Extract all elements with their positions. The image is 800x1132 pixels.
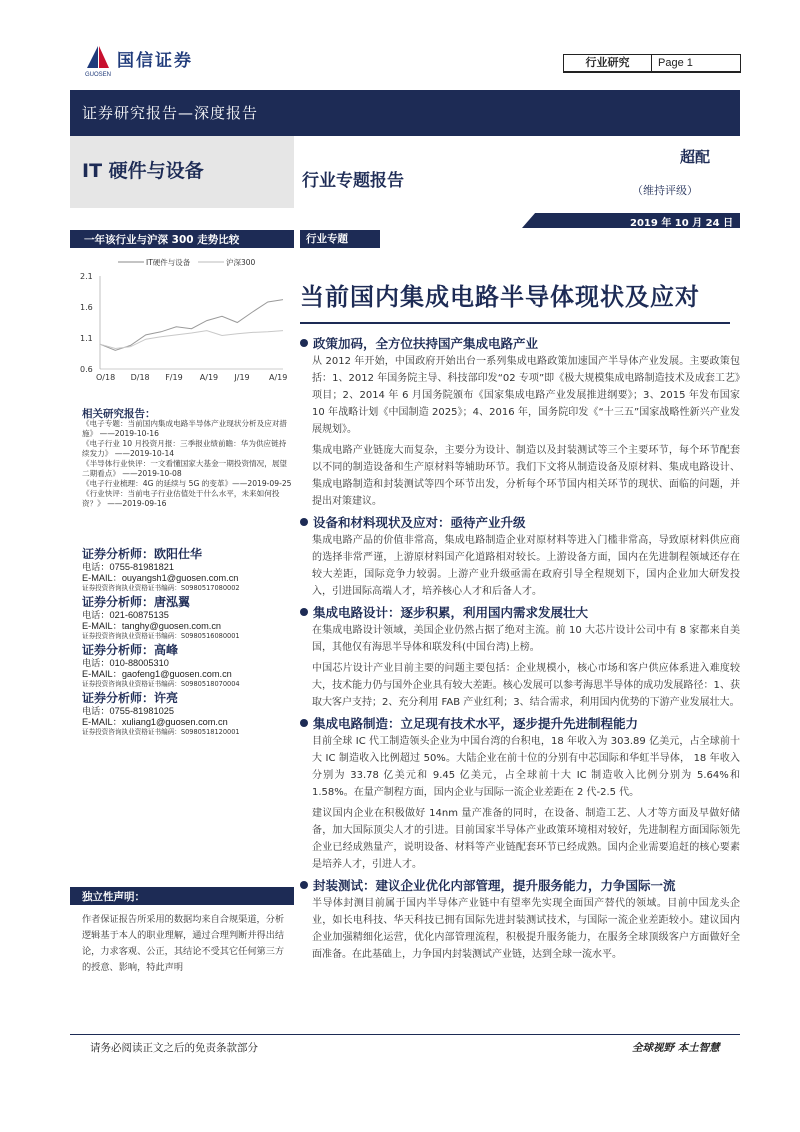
independence-title: 独立性声明： bbox=[82, 891, 145, 903]
bullet-icon bbox=[300, 339, 308, 347]
section-heading-text: 集成电路制造：立足现有技术水平，逐步提升先进制程能力 bbox=[313, 716, 639, 731]
section-heading bbox=[300, 715, 740, 733]
analyst-name: 证券分析师：许亮 bbox=[82, 691, 179, 705]
analyst-cert: 证券投资咨询执业资格证书编码：S0980518070004 bbox=[82, 680, 240, 688]
paragraph: 建议国内企业在积极做好 14nm 量产准备的同时，在设备、制造工艺、人才等方面及早做好储备，加大国际顶尖人才的引进。目前国家半导体产业政策环境相对较好，先进制程方面国际领先企业已经成熟量产，说明设备、材料等产业链配套环节已经成熟。国内企业需要追赶的核心要素是培养人才，引进人才。 bbox=[312, 808, 740, 870]
section-tag: 行业专题 bbox=[300, 230, 380, 248]
section-heading-text: 封装测试：建议企业优化内部管理，提升服务能力，力争国际一流 bbox=[313, 878, 676, 893]
header-category: 行业研究 bbox=[563, 54, 651, 72]
x-tick-label: A/19 bbox=[269, 373, 288, 382]
analyst-name: 证券分析师：高峰 bbox=[82, 643, 179, 657]
bullet-icon bbox=[300, 719, 308, 727]
related-item[interactable]: 《电子行业 10 月投资月报：三季报业绩前瞻：华为供应链持续发力》 ——2019-10-14 bbox=[82, 439, 287, 458]
x-tick-label: F/19 bbox=[165, 373, 183, 382]
logo-mark-icon bbox=[85, 44, 111, 70]
series-line-sector bbox=[100, 300, 283, 351]
related-item[interactable]: 《电子行业梳理：4G 的延续与 5G 的变革》——2019-09-25 bbox=[82, 479, 292, 488]
header-rule bbox=[563, 72, 741, 73]
legend-sector: IT硬件与设备 bbox=[146, 258, 191, 267]
x-tick-label: J/19 bbox=[234, 373, 250, 382]
paragraph: 半导体封测目前属于国内半导体产业链中有望率先实现全面国产替代的领域。目前中国龙头企业，如长电科技、华天科技已拥有国际先进封装测试技术，与国际一流企业差距较小。建议国内企业加强精细化运营，优化内部管理流程，积极提升服务能力，在服务全球顶级客户方面做好全面准备。在此基础上，力争国内封装测试产业链，达到全球一流水平。 bbox=[312, 898, 740, 960]
paragraph: 从 2012 年开始，中国政府开始出台一系列集成电路政策加速国产半导体产业发展。主要政策包括：1、2012 年国务院主导、科技部印发“02 专项”即《极大规模集成电路制造技术及成套工艺》项目；2、2014 年 6 月国务院颁布《国家集成电路产业发展推进纲要》；3、2015 年发布国家 10 年战略计划《中国制造 2025》；4、2016 年，国务院印发《“十三五”国家战略性新兴产业发展规划》。 bbox=[312, 356, 740, 435]
related-item[interactable]: 《半导体行业快评：一文看懂国家大基金一期投资情况，展望二期看点》 ——2019-10-08 bbox=[82, 459, 288, 478]
report-body bbox=[300, 332, 740, 967]
title-rule bbox=[300, 322, 730, 324]
paragraph: 集成电路产业链庞大而复杂，主要分为设计、制造以及封装测试等三个主要环节，每个环节配套以不同的制造设备和生产原材料等辅助环节。我们下文将从制造设备及原材料、集成电路设计、集成电路制造和封装测试等四个环节出发，分析每个环节国内相关环节的现状、面临的问题，并提出对策建议。 bbox=[312, 445, 740, 507]
section-heading bbox=[300, 604, 740, 622]
sector-name: IT 硬件与设备 bbox=[82, 160, 204, 182]
related-item[interactable]: 《电子专题：当前国内集成电路半导体产业现状分析及应对措施》 ——2019-10-16 bbox=[82, 419, 288, 438]
company-logo bbox=[85, 44, 215, 84]
paragraph: 中国芯片设计产业目前主要的问题主要包括：企业规模小，核心市场和客户供应体系进入难度较大，技术能力仍与国外企业具有较大差距。核心发展可以参考海思半导体的成功发展路径：1、获取大客户支持；2、充分利用 FAB 产业红利；3、结合需求，利用国内优势的下游产业发展壮大。 bbox=[312, 663, 740, 708]
analyst-email[interactable]: E-MAIL：ouyangsh1@guosen.com.cn bbox=[82, 573, 239, 583]
chart-heading: 一年该行业与沪深 300 走势比较 bbox=[84, 234, 240, 246]
analyst-email[interactable]: E-MAIL：xuliang1@guosen.com.cn bbox=[82, 717, 228, 727]
footer-slogan: 全球视野 本土智慧 bbox=[632, 1042, 720, 1054]
paragraph: 目前全球 IC 代工制造领头企业为中国台湾的台积电，18 年收入为 303.89 亿美元，占全球前十大 IC 制造收入比例超过 50%。大陆企业在前十位的分别有中芯国际和华虹半导体， 18 年收入分别为 33.78 亿美元和 9.45 亿美元，占全球前十大 IC 制造收入比例分别为 5.64%和 1.58%。在量产制程方面，国内企业与国际一流企业差距在 2 代-2.5 代。 bbox=[312, 736, 740, 798]
report-type: 行业专题报告 bbox=[302, 171, 404, 191]
series-line-index bbox=[100, 331, 283, 349]
y-tick-label: 2.1 bbox=[80, 272, 93, 281]
section-heading-text: 设备和材料现状及应对：亟待产业升级 bbox=[313, 515, 526, 530]
section-heading-text: 集成电路设计：逐步积累，利用国内需求发展壮大 bbox=[313, 605, 589, 620]
footer-disclaimer: 请务必阅读正文之后的免责条款部分 bbox=[90, 1042, 258, 1054]
banner-title: 证券研究报告—深度报告 bbox=[82, 104, 259, 122]
bullet-icon bbox=[300, 881, 308, 889]
x-tick-label: A/19 bbox=[199, 373, 219, 382]
company-name: 国信证券 bbox=[117, 51, 193, 71]
analyst-phone: 电话：0755-81981821 bbox=[82, 562, 174, 572]
footer-rule bbox=[70, 1034, 740, 1035]
related-title: 相关研究报告： bbox=[82, 408, 156, 420]
analyst-name: 证券分析师：唐泓翼 bbox=[82, 595, 191, 609]
analyst-phone: 电话：010-88005310 bbox=[82, 658, 169, 668]
analyst-cert: 证券投资咨询执业资格证书编码：S0980516080001 bbox=[82, 632, 240, 640]
analyst-name: 证券分析师：欧阳仕华 bbox=[82, 547, 203, 561]
analyst bbox=[82, 691, 297, 736]
y-tick-label: 0.6 bbox=[80, 365, 93, 374]
section-heading bbox=[300, 335, 740, 353]
analyst-cert: 证券投资咨询执业资格证书编码：S0980518120001 bbox=[82, 728, 240, 736]
analyst bbox=[82, 547, 297, 592]
section-heading bbox=[300, 514, 740, 532]
bullet-icon bbox=[300, 518, 308, 526]
section-heading bbox=[300, 877, 740, 895]
related-list bbox=[82, 419, 292, 509]
paragraph: 集成电路产品的价值非常高，集成电路制造企业对原材料等进入门槛非常高，导致原材料供应商的选择非常严谨，上游原材料国产化道路相对较长。上游设备方面，国内在先进制程领域还存在较大差距，国际竞争力较弱。上游产业升级亟需在政府引导全程规划下，国内企业加大研发投入，引进国际高端人才，培养核心人才和后备人才。 bbox=[312, 535, 740, 597]
analyst-cert: 证券投资咨询执业资格证书编码：S0980517080002 bbox=[82, 584, 240, 592]
analyst bbox=[82, 643, 297, 688]
report-date: 2019 年 10 月 24 日 bbox=[630, 218, 734, 229]
analyst-phone: 电话：021-60875135 bbox=[82, 610, 169, 620]
x-tick-label: O/18 bbox=[96, 373, 116, 382]
analyst bbox=[82, 595, 297, 640]
header-page: Page 1 bbox=[651, 54, 741, 72]
analyst-phone: 电话：0755-81981025 bbox=[82, 706, 174, 716]
analyst-email[interactable]: E-MAIL：gaofeng1@guosen.com.cn bbox=[82, 669, 232, 679]
related-item[interactable]: 《行业快评：当前电子行业估值处于什么水平，未来如何投资？》 ——2019-09-16 bbox=[82, 489, 280, 508]
paragraph: 在集成电路设计领域，美国企业仍然占据了绝对主流。前 10 大芯片设计公司中有 8 家都来自美国，其他仅有海思半导体和联发科(中国台湾)上榜。 bbox=[312, 625, 740, 653]
company-name-en: GUOSEN bbox=[85, 72, 112, 78]
x-tick-label: D/18 bbox=[130, 373, 150, 382]
bullet-icon bbox=[300, 608, 308, 616]
independence-text: 作者保证报告所采用的数据均来自合规渠道，分析逻辑基于本人的职业理解，通过合理判断并得出结论，力求客观、公正，其结论不受其它任何第三方的授意、影响，特此声明 bbox=[82, 914, 285, 973]
analyst-list bbox=[82, 547, 297, 739]
trend-chart bbox=[78, 252, 288, 392]
rating-sub: （维持评级） bbox=[632, 184, 698, 197]
analyst-email[interactable]: E-MAIL：tanghy@guosen.com.cn bbox=[82, 621, 222, 631]
y-tick-label: 1.6 bbox=[80, 303, 93, 312]
legend-index: 沪深300 bbox=[226, 258, 256, 267]
rating-label: 超配 bbox=[680, 148, 711, 166]
report-title: 当前国内集成电路半导体现状及应对 bbox=[300, 283, 700, 311]
section-heading-text: 政策加码，全方位扶持国产集成电路产业 bbox=[313, 336, 539, 351]
y-tick-label: 1.1 bbox=[80, 334, 93, 343]
